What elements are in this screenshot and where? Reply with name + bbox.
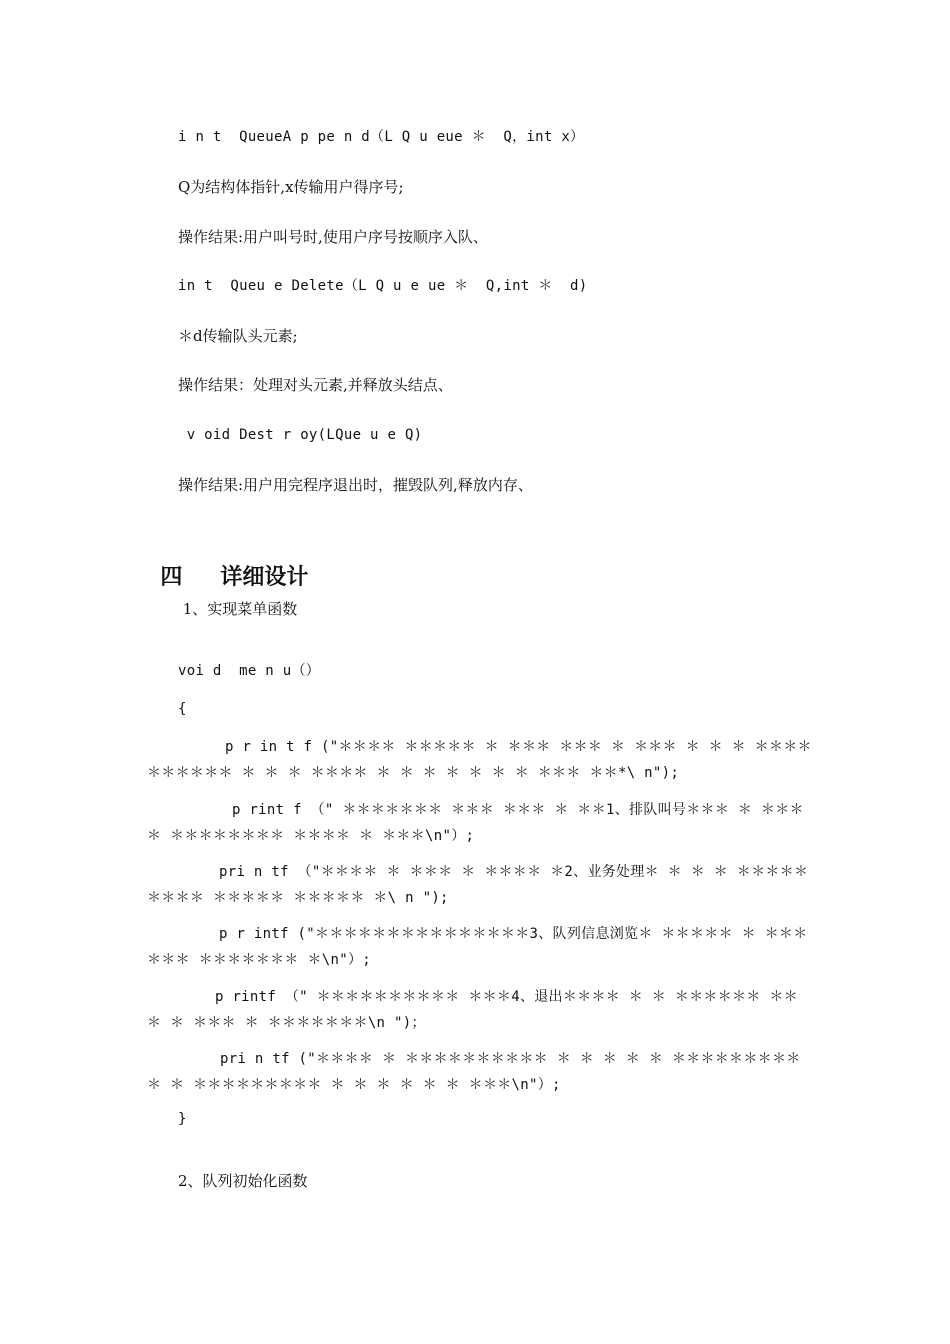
menu-printf-option-3: p r intf ("＊＊＊＊＊＊＊＊＊＊＊＊＊＊＊3、队列信息浏览＊ ＊＊＊＊＊ ＊ ＊＊＊ ＊＊＊ ＊＊＊＊＊＊＊ ＊\n"）; [147, 926, 808, 968]
menu-open-brace: { [178, 701, 187, 717]
destroy-result: 操作结果:用户用完程序退出时，摧毁队列,释放内存、 [178, 476, 533, 494]
section-heading [145, 533, 308, 593]
queue-append-result: 操作结果:用户叫号时,使用户序号按顺序入队、 [178, 228, 488, 246]
subsection-init-title: 2、队列初始化函数 [178, 1172, 308, 1190]
queue-append-param-note: Q为结构体指针,x传输用户得序号; [178, 178, 404, 196]
queue-append-signature: i n t QueueA p pe n d（L Q u eue ＊ Q，int x） [178, 129, 585, 145]
subsection-menu-title: 1、实现菜单函数 [178, 600, 298, 618]
menu-close-brace: } [178, 1111, 187, 1127]
section-number: 四 [160, 565, 183, 590]
menu-printf-option-1: p rint f （" ＊＊＊＊＊＊＊ ＊＊＊ ＊＊＊ ＊ ＊＊1、排队叫号＊＊＊ ＊ ＊＊＊＊ ＊＊＊＊＊＊＊＊ ＊＊＊＊ ＊ ＊＊＊\n"）; [147, 802, 804, 844]
queue-delete-signature: in t Queu e Delete（L Q u e ue ＊ Q,int ＊ d) [178, 278, 588, 294]
menu-function-signature: voi d me n u（） [178, 663, 321, 679]
destroy-signature: v oid Dest r oy(LQue u e Q) [178, 427, 423, 443]
queue-delete-param-note: ＊d传输队头元素; [178, 327, 298, 345]
menu-printf-border-bottom: pri n tf ("＊＊＊＊ ＊ ＊＊＊＊＊＊＊＊＊＊ ＊ ＊ ＊ ＊ ＊ ＊＊＊＊＊＊＊＊＊＊ ＊ ＊＊＊＊＊＊＊＊＊ ＊ ＊ ＊ ＊ ＊ ＊ ＊＊＊\n"）; [147, 1051, 801, 1093]
menu-printf-option-4: p rintf （" ＊＊＊＊＊＊＊＊＊＊ ＊＊＊4、退出＊＊＊＊ ＊ ＊ ＊＊＊＊＊＊ ＊＊＊ ＊ ＊＊＊ ＊ ＊＊＊＊＊＊＊\n ")； [147, 989, 798, 1031]
section-title: 详细设计 [220, 565, 309, 590]
menu-printf-option-2: pri n tf （"＊＊＊＊ ＊ ＊＊＊ ＊ ＊＊＊＊ ＊2、业务处理＊ ＊ ＊ ＊ ＊＊＊＊＊＊＊＊＊ ＊＊＊＊＊ ＊＊＊＊＊ ＊\ n "); [147, 864, 809, 906]
queue-delete-result: 操作结果：处理对头元素,并释放头结点、 [178, 376, 453, 394]
menu-printf-border-top: p r in t f ("＊＊＊＊ ＊＊＊＊＊ ＊ ＊＊＊ ＊＊＊ ＊ ＊＊＊ ＊ ＊ ＊ ＊＊＊＊ ＊＊＊＊＊＊ ＊ ＊ ＊ ＊＊＊＊ ＊ ＊ ＊ ＊ ＊ ＊ ＊ ＊＊＊ ＊＊*\ n"); [147, 739, 812, 781]
